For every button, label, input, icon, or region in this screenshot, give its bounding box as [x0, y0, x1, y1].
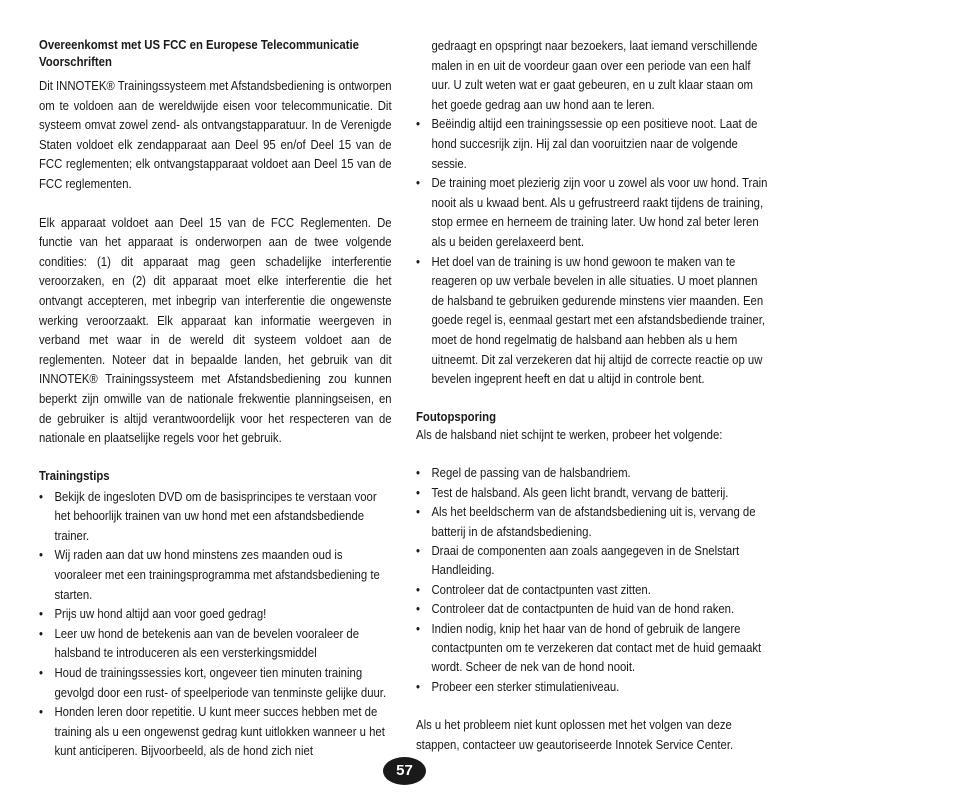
bullet-icon: • — [416, 678, 420, 694]
bullet-icon: • — [39, 606, 43, 622]
bullet-icon: • — [416, 175, 420, 191]
list-item: • Bekijk de ingesloten DVD om de basisprincipes te verstaan voor het behoorlijk trainen van uw hond met een afstandsbediende trainer. — [39, 488, 377, 543]
list-item: • Wij raden aan dat uw hond minstens zes maanden oud is vooraleer met een trainingsprogramma met afstandsbediening te starten. — [39, 547, 380, 602]
list-item: • Probeer een sterker stimulatieniveau. — [416, 677, 769, 696]
list-item: • De training moet plezierig zijn voor u zowel als voor uw hond. Train nooit als u kwaad bent. Als u gefrustreerd raakt tijdens de training, stop ermee en herneem de training later. Uw hond zal beter leren als u beiden gerelaxeerd bent. — [416, 175, 768, 249]
bullet-icon: • — [416, 620, 420, 636]
bullet-icon: • — [416, 484, 420, 500]
fcc-heading: Overeenkomst met US FCC en Europese Telecommunicatie Voorschriften — [39, 37, 359, 69]
bullet-icon: • — [416, 465, 420, 481]
list-item: • Controleer dat de contactpunten de huid van de hond raken. — [416, 599, 769, 618]
training-tips-list-continued — [416, 36, 768, 389]
troubleshooting-intro: Als de halsband niet schijnt te werken, probeer het volgende: — [416, 426, 723, 442]
bullet-icon: • — [416, 601, 420, 617]
list-item: • Beëindig altijd een trainingssessie op een positieve noot. Laat de hond succesrijk zijn. Hij zal dan vooruitzien naar de volgende sessie. — [416, 116, 758, 171]
bullet-icon: • — [416, 116, 420, 132]
list-item: • Het doel van de training is uw hond gewoon te maken van te reageren op uw verbale bevelen in alle situaties. U moet plannen de halsband te gebruiken gedurende minstens vier maanden. Een goede regel is, eenmaal gestart met een afstandsbediende trainer, moet de hond regelmatig de halsband aan hebben als u hem uitneemt. Dit zal verzekeren dat hij altijd de correcte reactie op uw bevelen ingeprent heeft en dat u altijd in controle bent. — [416, 253, 766, 387]
fcc-paragraph-2: Elk apparaat voldoet aan Deel 15 van de FCC Reglementen. De functie van het apparaat is onderworpen aan de twee volgende condities: (1) dit apparaat mag geen schadelijke interferentie veroorzaken, en (2) dit apparaat moet elke interferentie die het ontvangt accepteren, met inbegrip van interferentie die ongewenste werking veroorzaakt. Elk apparaat kan informatie weergeven in verband met waar in de wereld dit systeem voldoet aan de reglementen. Noteer dat in bepaalde landen, het gebruik van dit INNOTEK® Trainingssysteem met Afstandsbediening zou kunnen beperkt zijn omwille van de nationale frekwentie planningseisen, en de gebruiker is altijd verantwoordelijk voor het respecteren van de nationale en plaatselijke regels voor het gebruik. — [39, 214, 392, 446]
bullet-icon: • — [39, 547, 43, 563]
fcc-paragraph-1: Dit INNOTEK® Trainingssysteem met Afstandsbediening is ontworpen om te voldoen aan de wereldwijde eisen voor telecommunicatie. Dit systeem omvat zowel zend- als ontvangstapparatuur. In de Verenigde Staten voldoet elk zendapparaat aan Deel 95 en/of Deel 15 van de FCC reglementen; elk ontvangstapparaat voldoet aan Deel 15 van de FCC reglementen. — [39, 78, 392, 191]
list-item: • Als het beeldscherm van de afstandsbediening uit is, vervang de batterij in de afstandsbediening. — [416, 504, 756, 539]
list-item: • Honden leren door repetitie. U kunt meer succes hebben met de training als u een ongewenst gedrag kunt uitlokken wanneer u het kunt anticiperen. Bijvoorbeeld, als de hond zich niet — [39, 704, 385, 759]
bullet-icon: • — [416, 542, 420, 558]
list-item: • Controleer dat de contactpunten vast zitten. — [416, 580, 769, 599]
training-tips-heading: Trainingstips — [39, 467, 110, 483]
bullet-icon: • — [416, 581, 420, 597]
list-item: • Test de halsband. Als geen licht brandt, vervang de batterij. — [416, 483, 769, 502]
page-number-badge: 57 — [383, 757, 426, 785]
bullet-icon: • — [39, 665, 43, 681]
troubleshooting-heading: Foutopsporing — [416, 408, 497, 424]
bullet-icon: • — [416, 504, 420, 520]
list-item: • Prijs uw hond altijd aan voor goed gedrag! — [39, 604, 392, 624]
bullet-icon: • — [39, 488, 43, 504]
bullet-icon: • — [416, 253, 420, 269]
right-column — [416, 36, 768, 754]
list-item-continuation: gedraagt en opspringt naar bezoekers, laat iemand verschillende malen in en uit de voordeur gaan over een periode van een half uur. U zult weten wat er gaat gebeuren, en u zult klaar staan om het goede gedrag aan uw hond aan te leren. — [431, 38, 758, 112]
troubleshooting-list — [416, 463, 768, 696]
list-item: • Houd de trainingssessies kort, ongeveer tien minuten training gevolgd door een rust- of speelperiode van tenminste gelijke duur. — [39, 665, 387, 700]
bullet-icon: • — [39, 625, 43, 641]
list-item: • Leer uw hond de betekenis aan van de bevelen vooraleer de halsband te introduceren als een versterkingsmiddel — [39, 625, 360, 661]
list-item: • Regel de passing van de halsbandriem. — [416, 463, 769, 482]
closing-paragraph: Als u het probleem niet kunt oplossen met het volgen van deze stappen, contacteer uw geautoriseerde Innotek Service Center. — [416, 717, 734, 752]
list-item: • Draai de componenten aan zoals aangegeven in de Snelstart Handleiding. — [416, 542, 740, 578]
training-tips-list — [39, 487, 391, 761]
left-column — [39, 36, 391, 761]
bullet-icon: • — [39, 704, 43, 720]
list-item: • Indien nodig, knip het haar van de hond of gebruik de langere contactpunten om te verzekeren dat contact met de huid gemaakt wordt. Scheer de nek van de hond nooit. — [416, 620, 762, 675]
